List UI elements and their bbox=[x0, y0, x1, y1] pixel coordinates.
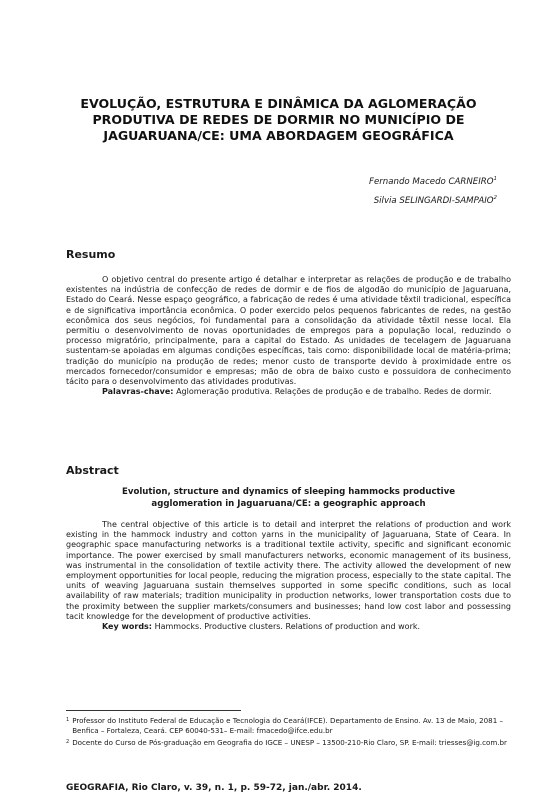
resumo-paragraph: O objetivo central do presente artigo é detalhar e interpretar as relações de produção e de trabalho existentes na indústria de confecção de redes de dormir e de fios de algodão do município de Jaguaruana, Estado do Ceará. Nesse espaço geográfico, a fabricação de redes é uma atividade têxtil tradicional, específica e de significativa importância econômica. O poder exercido pelos pequenos fabricantes de redes, na gestão econômica dos seus negócios, foi fundamental para a consolidação da atividade têxtil nesse local. Ela permitiu o desenvolvimento de novas oportunidades de empregos para a população local, reduzindo o processo migratório, principalmente, para a capital do Estado. As unidades de tecelagem de Jaguaruana sustentam-se apoiadas em algumas condições específicas, tais como: disponibilidade local de matéria-prima; tradição do município na produção de redes; menor custo de transporte devido à proximidade entre os mercados fornecedor/consumidor e empresas; mão de obra de baixo custo e possuidora de conhecimento tácito para o desenvolvimento das atividades produtivas. bbox=[66, 275, 511, 387]
footnote-1 bbox=[66, 716, 511, 735]
author-1 bbox=[369, 171, 497, 190]
author-1-mark: 1 bbox=[493, 176, 497, 182]
author-2-mark: 2 bbox=[493, 194, 497, 201]
abstract-heading: Abstract bbox=[66, 464, 119, 477]
abstract-title-line-2: agglomeration in Jaguaruana/CE: a geographic approach bbox=[151, 499, 426, 509]
resumo-keywords-text: Aglomeração produtiva. Relações de produção e de trabalho. Redes de dormir. bbox=[176, 387, 492, 397]
abstract-keywords-label: Key words: bbox=[102, 622, 153, 632]
abstract-keywords bbox=[66, 622, 511, 632]
abstract-keywords-text: Hammocks. Productive clusters. Relations of production and work. bbox=[154, 622, 421, 632]
footnote-2-text: Docente do Curso de Pós-graduação em Geografia do IGCE – UNESP – 13500-210-Rio Claro, SP. E-mail: triesses@ig.com.br bbox=[72, 738, 507, 747]
abstract-title-line-1: Evolution, structure and dynamics of sleeping hammocks productive bbox=[121, 487, 456, 497]
resumo-heading: Resumo bbox=[66, 248, 116, 261]
author-2-name: Silvia SELINGARDI-SAMPAIO bbox=[373, 195, 494, 206]
abstract-section bbox=[66, 520, 511, 632]
title-line-1: EVOLUÇÃO, ESTRUTURA E DINÂMICA DA AGLOMERAÇÃO bbox=[80, 96, 477, 111]
author-list bbox=[369, 171, 497, 209]
article-title bbox=[60, 96, 497, 144]
footnote-1-text: Professor do Instituto Federal de Educação e Tecnologia do Ceará(IFCE). Departamento de Ensino. Av. 13 de Maio, 2081 –Benfica – Fortaleza, Ceará. CEP 60040-531– E-mail: fmacedo@ifce.edu.br bbox=[72, 716, 504, 735]
resumo-keywords bbox=[66, 387, 511, 397]
footnote-divider bbox=[66, 710, 241, 711]
footnote-2 bbox=[66, 738, 511, 748]
author-1-name: Fernando Macedo CARNEIRO bbox=[369, 176, 494, 187]
author-2 bbox=[369, 190, 497, 209]
resumo-section bbox=[66, 275, 511, 397]
resumo-keywords-label: Palavras-chave: bbox=[102, 387, 174, 397]
abstract-title bbox=[66, 486, 511, 510]
footnote-1-mark: 1 bbox=[66, 717, 70, 723]
footnote-2-mark: 2 bbox=[66, 739, 70, 745]
title-line-3: JAGUARUANA/CE: UMA ABORDAGEM GEOGRÁFICA bbox=[103, 128, 454, 143]
footnotes bbox=[66, 716, 511, 751]
title-line-2: PRODUTIVA DE REDES DE DORMIR NO MUNICÍPIO DE bbox=[92, 112, 465, 127]
journal-citation: GEOGRAFIA, Rio Claro, v. 39, n. 1, p. 59-72, jan./abr. 2014. bbox=[66, 783, 362, 793]
abstract-paragraph: The central objective of this article is to detail and interpret the relations of production and work existing in the hammock industry and cotton yarns in the municipality of Jaguaruana, State of Ceara. In geographic space manufacturing networks is a traditional textile activity, specific and significant economic importance. The power exercised by small manufacturers networks, economic management of its business, was instrumental in the consolidation of textile activity there. The activity allowed the development of new employment opportunities for local people, reducing the migration process, especially to the state capital. The units of weaving Jaguaruana sustain themselves supported in some specific conditions, such as local availability of raw materials; tradition municipality in production networks, lower transportation costs due to the proximity between the supplier markets/consumers and businesses; hand low cost labor and possessing tacit knowledge for the development of productive activities. bbox=[66, 520, 511, 621]
